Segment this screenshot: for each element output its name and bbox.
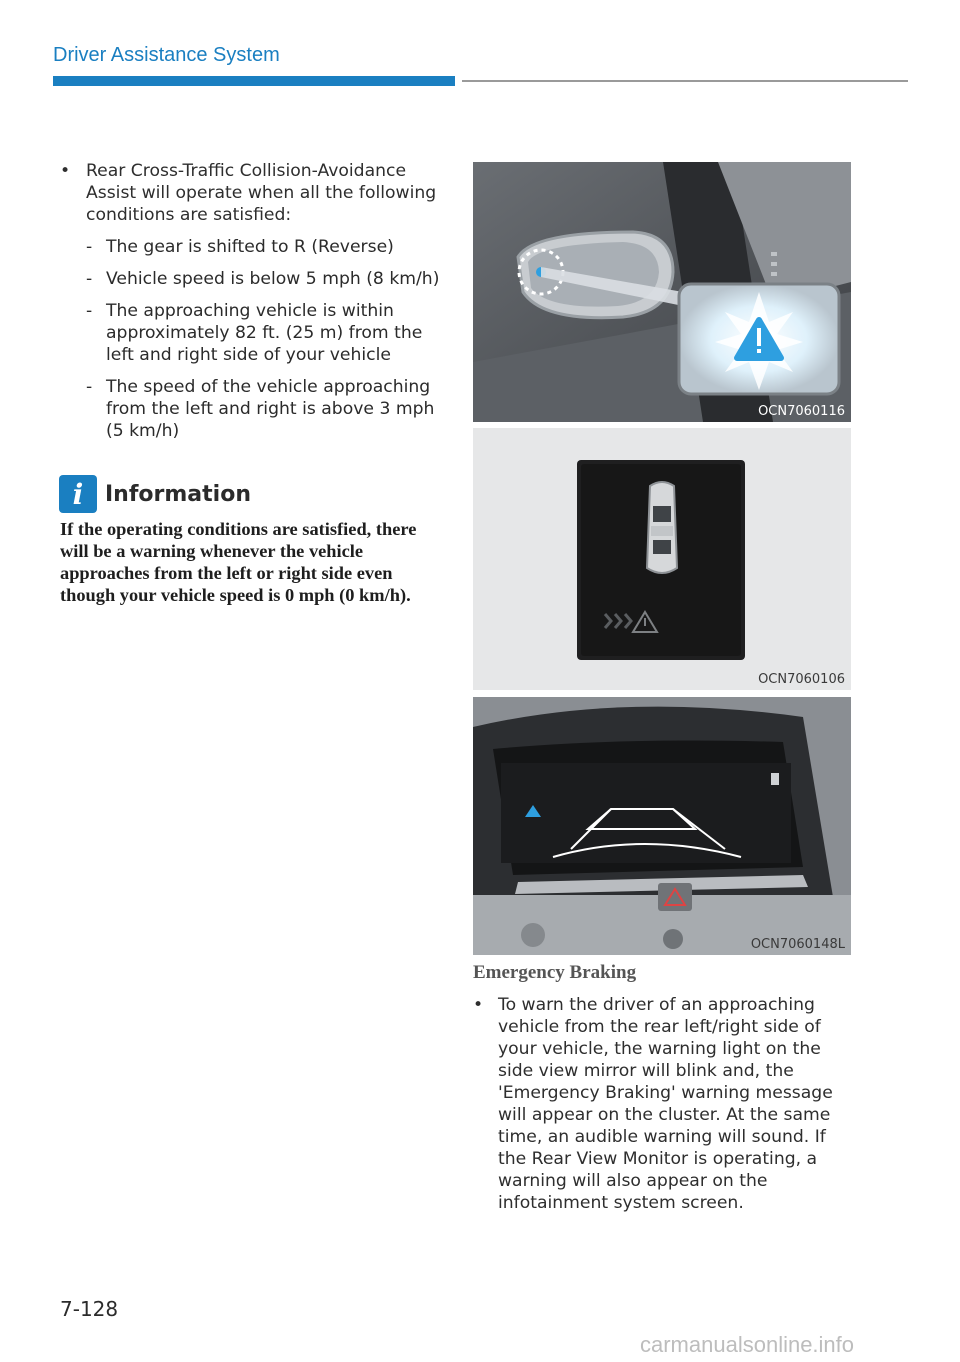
- right-column: [473, 962, 851, 1214]
- dash-icon: -: [86, 301, 93, 321]
- dash-icon: -: [86, 377, 93, 397]
- figure-code: OCN7060116: [758, 404, 845, 419]
- list-item: [60, 160, 440, 226]
- section-header: Driver Assistance System: [53, 44, 280, 66]
- condition-text: The gear is shifted to R (Reverse): [106, 237, 394, 257]
- condition-text: Vehicle speed is below 5 mph (8 km/h): [106, 269, 440, 289]
- info-heading: [59, 475, 251, 513]
- figure-side-mirror: [473, 162, 851, 422]
- dash-icon: -: [86, 237, 93, 257]
- header-rule-accent: [53, 76, 455, 86]
- dash-icon: -: [86, 269, 93, 289]
- info-icon: i: [59, 475, 97, 513]
- bullet-text: Rear Cross-Traffic Collision-Avoidance Assist will operate when all the following conditions are satisfied:: [86, 161, 437, 225]
- cluster-illustration: [473, 428, 851, 690]
- infotainment-illustration: [473, 697, 851, 955]
- figure-code: OCN7060148L: [750, 937, 845, 952]
- bullet-text: To warn the driver of an approaching vehicle from the rear left/right side of your vehicle, the warning light on the side view mirror will blink and, the 'Emergency Braking' warning message will appear on the cluster. At the same time, an audible warning will sound. If the Rear View Monitor is operating, a warning will also appear on the infotainment system screen.: [498, 995, 833, 1213]
- page-number: 7-128: [60, 1297, 119, 1321]
- condition-item: [60, 268, 440, 290]
- section-title: Emergency Braking: [473, 962, 637, 983]
- watermark: carmanualsonline.info: [640, 1332, 855, 1357]
- figure-code: OCN7060106: [758, 672, 845, 687]
- info-text: If the operating conditions are satisfied, there will be a warning whenever the vehicle approaches from the left or right side even though your vehicle speed is 0 mph (0 km/h).: [60, 519, 417, 605]
- condition-text: The speed of the vehicle approaching from the left and right is above 3 mph (5 km/h): [106, 377, 435, 441]
- bullet-icon: •: [473, 995, 484, 1015]
- figure-cluster-display: [473, 428, 851, 690]
- bullet-icon: •: [60, 161, 71, 181]
- condition-text: The approaching vehicle is within approximately 82 ft. (25 m) from the left and right side of your vehicle: [106, 301, 423, 365]
- side-mirror-illustration: [473, 162, 851, 422]
- figure-infotainment-screen: [473, 697, 851, 955]
- info-label: Information: [105, 481, 251, 507]
- list-item: [473, 994, 851, 1214]
- left-column: [60, 160, 440, 442]
- condition-item: [60, 236, 440, 258]
- condition-item: [60, 300, 440, 366]
- condition-item: [60, 376, 440, 442]
- header-rule: [462, 80, 908, 82]
